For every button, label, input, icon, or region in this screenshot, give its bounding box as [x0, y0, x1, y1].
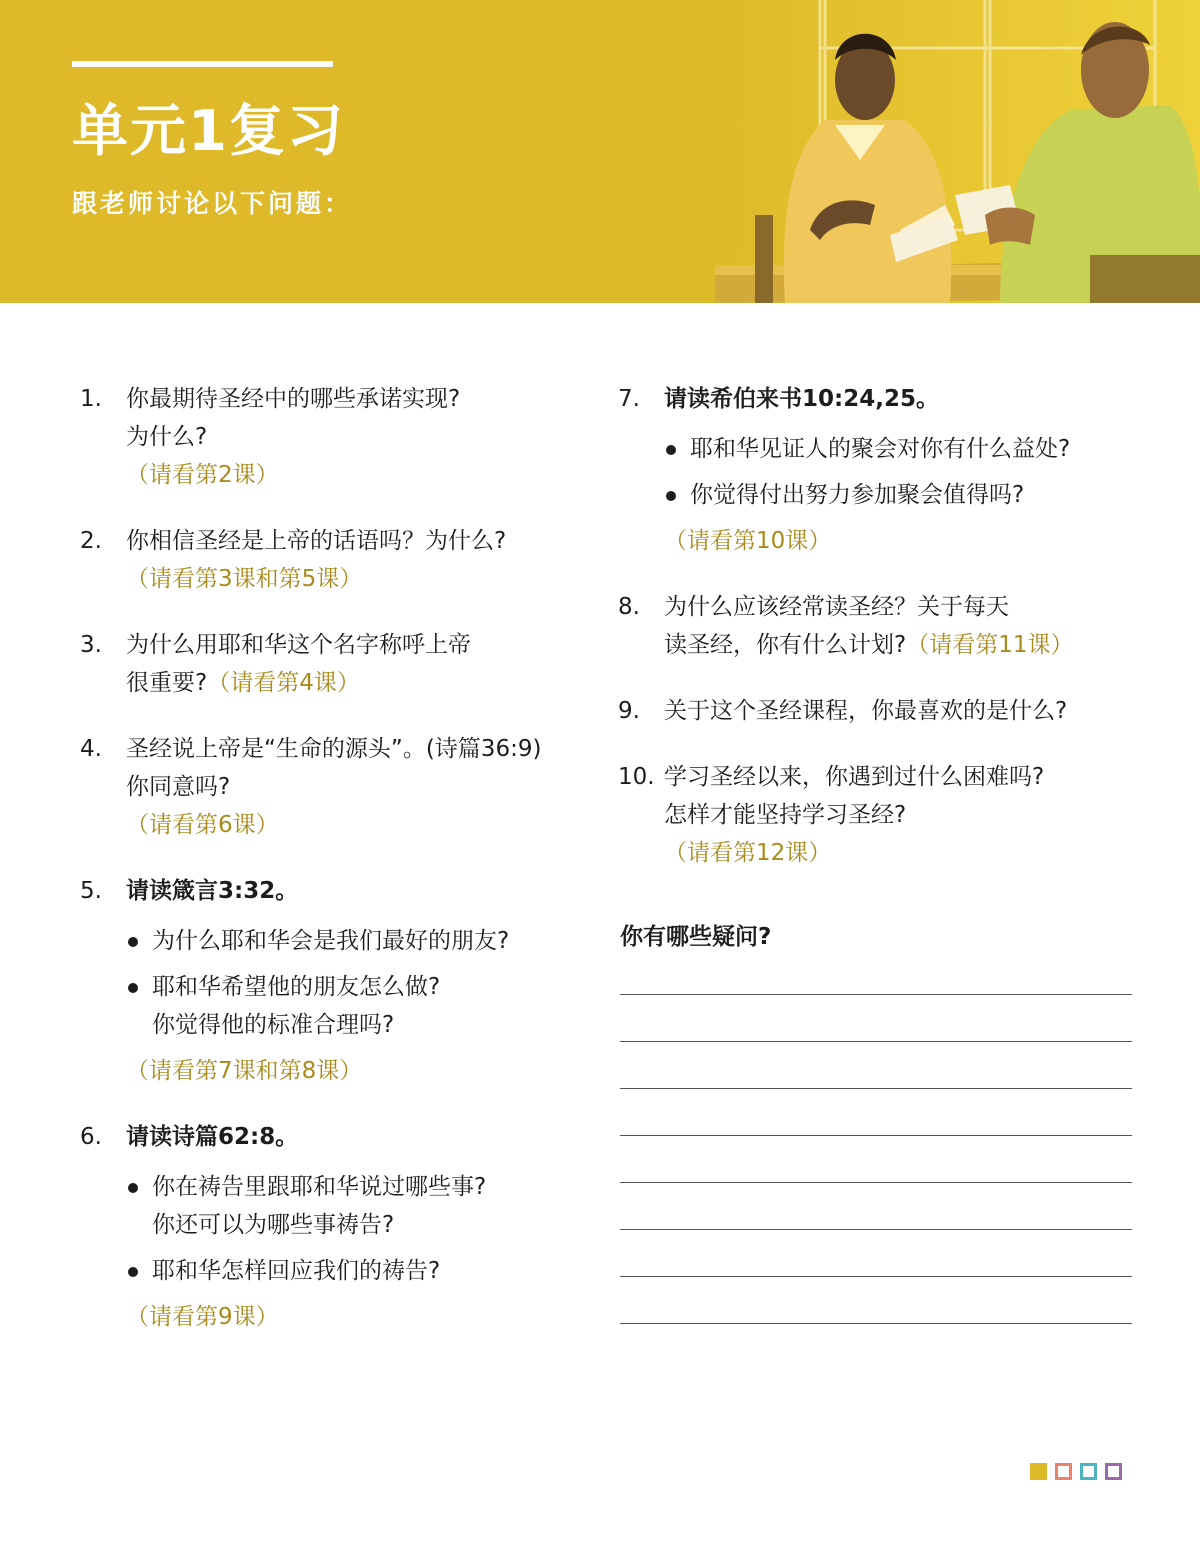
question-1: 1. 你最期待圣经中的哪些承诺实现? 为什么? （请看第2课）: [80, 380, 600, 494]
your-questions-heading: 你有哪些疑问?: [620, 924, 772, 950]
writing-line: [620, 994, 1132, 995]
question-3: 3. 为什么用耶和华这个名字称呼上帝 很重要?（请看第4课）: [80, 632, 471, 696]
questions-left-column: [80, 380, 600, 1364]
question-10: 10. 学习圣经以来，你遇到过什么困难吗? 怎样才能坚持学习圣经? （请看第12课）: [618, 758, 1138, 872]
notes-writing-lines: [620, 994, 1132, 1370]
lesson-reference: （请看第9课）: [126, 1304, 279, 1330]
header-rule: [72, 61, 333, 67]
bullet-list: [126, 1168, 600, 1290]
question-4: 4. 圣经说上帝是“生命的源头”。(诗篇36:9) 你同意吗? （请看第6课）: [80, 730, 600, 844]
lesson-reference: （请看第6课）: [126, 812, 279, 838]
page-title: 单元1复习: [72, 99, 345, 164]
question-8: 8. 为什么应该经常读圣经？关于每天 读圣经，你有什么计划?（请看第11课）: [618, 594, 1074, 658]
lesson-reference: （请看第3课和第5课）: [126, 566, 363, 592]
outline-square-icon: [1080, 1463, 1097, 1480]
writing-line: [620, 1229, 1132, 1230]
writing-line: [620, 1182, 1132, 1183]
filled-square-icon: [1030, 1463, 1047, 1480]
question-7: 7. 请读希伯来书10:24,25。 耶和华见证人的聚会对你有什么益处? 你觉得付出努力参加聚会值得吗? （请看第10课）: [618, 380, 1138, 560]
bullet-list: [664, 430, 1138, 514]
lesson-reference: （请看第12课）: [664, 840, 832, 866]
section-indicator: [1030, 1463, 1122, 1480]
lesson-reference: （请看第11课）: [906, 632, 1074, 658]
header-banner: [0, 0, 1200, 303]
bullet-item: 耶和华希望他的朋友怎么做? 你觉得他的标准合理吗?: [126, 968, 600, 1044]
lesson-reference: （请看第2课）: [126, 462, 279, 488]
bullet-item: 耶和华怎样回应我们的祷告?: [126, 1252, 600, 1290]
writing-line: [620, 1323, 1132, 1324]
bullet-item: 耶和华见证人的聚会对你有什么益处?: [664, 430, 1138, 468]
question-2: 2. 你相信圣经是上帝的话语吗？为什么? （请看第3课和第5课）: [80, 522, 600, 598]
outline-square-icon: [1105, 1463, 1122, 1480]
lesson-reference: （请看第10课）: [664, 528, 832, 554]
question-6: 6. 请读诗篇62:8。 你在祷告里跟耶和华说过哪些事? 你还可以为哪些事祷告? 耶和华怎样回应我们的祷告? （请看第9课）: [80, 1118, 600, 1336]
question-9: 9. 关于这个圣经课程，你最喜欢的是什么?: [618, 698, 1068, 724]
bullet-item: 为什么耶和华会是我们最好的朋友?: [126, 922, 600, 960]
bullet-item: 你在祷告里跟耶和华说过哪些事? 你还可以为哪些事祷告?: [126, 1168, 600, 1244]
lesson-reference: （请看第7课和第8课）: [126, 1058, 363, 1084]
lesson-reference: （请看第4课）: [207, 670, 360, 696]
bullet-item: 你觉得付出努力参加聚会值得吗?: [664, 476, 1138, 514]
outline-square-icon: [1055, 1463, 1072, 1480]
question-5: 5. 请读箴言3:32。 为什么耶和华会是我们最好的朋友? 耶和华希望他的朋友怎么做? 你觉得他的标准合理吗? （请看第7课和第8课）: [80, 872, 600, 1090]
writing-line: [620, 1135, 1132, 1136]
writing-line: [620, 1276, 1132, 1277]
writing-line: [620, 1041, 1132, 1042]
bullet-list: [126, 922, 600, 1044]
page-subtitle: 跟老师讨论以下问题：: [72, 189, 353, 218]
bible-study-illustration: [700, 0, 1200, 303]
writing-line: [620, 1088, 1132, 1089]
questions-right-column: [618, 380, 1138, 900]
